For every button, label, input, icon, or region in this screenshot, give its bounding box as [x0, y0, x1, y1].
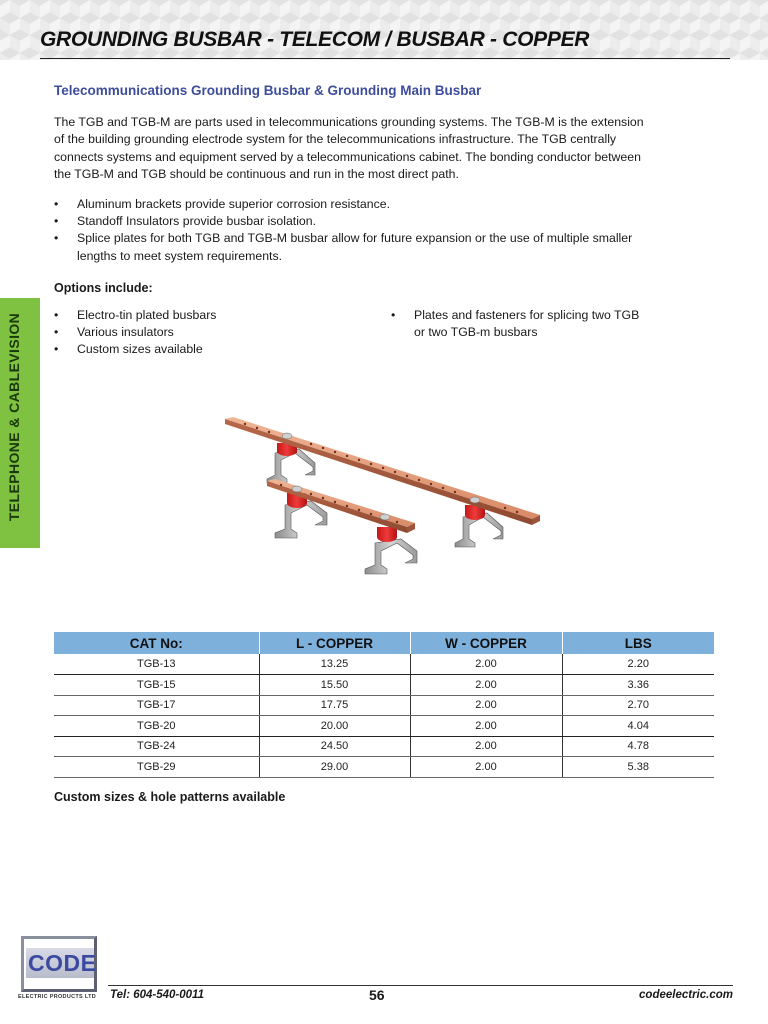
table-row — [54, 675, 714, 696]
feature-item — [54, 196, 722, 213]
bullet-icon: • — [54, 342, 59, 357]
bracket-icon — [365, 527, 417, 574]
bullet-icon: • — [54, 325, 59, 340]
option-item — [54, 324, 374, 341]
option-text: Various insulators — [77, 325, 174, 340]
feature-item — [54, 213, 722, 230]
feature-item — [54, 230, 722, 264]
feature-text: Aluminum brackets provide superior corrosion resistance. — [77, 197, 391, 211]
cat-no-cell: TGB-24 — [54, 736, 259, 757]
page-title: GROUNDING BUSBAR - TELECOM / BUSBAR - COPPER — [40, 28, 590, 51]
width-cell: 2.00 — [410, 736, 562, 757]
busbar-spec-table — [54, 632, 714, 778]
feature-text: Splice plates for both TGB and TGB-M busbar allow for future expansion or the use of multiple smaller — [77, 231, 633, 246]
table-row — [54, 757, 714, 778]
section-subtitle: Telecommunications Grounding Busbar & Grounding Main Busbar — [54, 83, 482, 98]
bullet-icon: • — [391, 308, 396, 322]
option-text: or two TGB-m busbars — [414, 325, 538, 340]
bullet-icon: • — [54, 231, 59, 246]
feature-list — [54, 196, 722, 265]
table-header-row — [54, 632, 714, 654]
cat-no-cell: TGB-17 — [54, 695, 259, 716]
busbar-product-image — [215, 405, 550, 580]
custom-sizes-note: Custom sizes & hole patterns available — [54, 790, 286, 804]
width-cell: 2.00 — [410, 757, 562, 778]
width-cell: 2.00 — [410, 716, 562, 737]
long-busbar — [225, 417, 540, 525]
length-cell: 15.50 — [259, 675, 410, 696]
intro-paragraph — [54, 114, 722, 183]
width-cell: 2.00 — [410, 695, 562, 716]
length-cell: 29.00 — [259, 757, 410, 778]
option-item — [54, 341, 374, 358]
option-text: Custom sizes available — [77, 342, 203, 357]
table-row — [54, 654, 714, 675]
bullet-icon: • — [54, 197, 59, 211]
weight-cell: 4.78 — [562, 736, 714, 757]
column-header: LBS — [562, 632, 714, 654]
table-row — [54, 716, 714, 737]
weight-cell: 4.04 — [562, 716, 714, 737]
intro-line: the TGB-M and TGB should be continuous and run in the most direct path. — [54, 166, 459, 181]
side-tab-label: TELEPHONE & CABLEVISION — [6, 312, 22, 522]
title-divider — [40, 58, 730, 59]
logo-tagline: ELECTRIC PRODUCTS LTD — [18, 994, 97, 1000]
option-text: Plates and fasteners for splicing two TGB — [414, 308, 640, 322]
footer-phone[interactable]: Tel: 604-540-0011 — [110, 989, 204, 1001]
feature-text: lengths to meet system requirements. — [77, 248, 283, 263]
options-heading: Options include: — [54, 281, 153, 295]
options-list-left — [54, 307, 374, 359]
bullet-icon: • — [54, 214, 59, 229]
weight-cell: 2.70 — [562, 695, 714, 716]
length-cell: 17.75 — [259, 695, 410, 716]
length-cell: 20.00 — [259, 716, 410, 737]
option-text: Electro-tin plated busbars — [77, 308, 217, 322]
cat-no-cell: TGB-13 — [54, 654, 259, 675]
footer-website-link[interactable]: codeelectric.com — [639, 989, 733, 1001]
table-row — [54, 695, 714, 716]
width-cell: 2.00 — [410, 654, 562, 675]
page-number: 56 — [369, 987, 385, 1003]
column-header: L - COPPER — [259, 632, 410, 654]
length-cell: 24.50 — [259, 736, 410, 757]
intro-line: of the building grounding electrode system for the telecommunications infrastructure. The TGB centrally — [54, 132, 617, 147]
weight-cell: 2.20 — [562, 654, 714, 675]
column-header: CAT No: — [54, 632, 259, 654]
feature-text: Standoff Insulators provide busbar isolation. — [77, 214, 317, 229]
option-item — [391, 307, 691, 341]
table-row — [54, 736, 714, 757]
option-item — [54, 307, 374, 324]
weight-cell: 3.36 — [562, 675, 714, 696]
length-cell: 13.25 — [259, 654, 410, 675]
weight-cell: 5.38 — [562, 757, 714, 778]
column-header: W - COPPER — [410, 632, 562, 654]
intro-line: connects systems and equipment served by a telecommunications cabinet. The bonding conductor between — [54, 149, 641, 164]
options-list-right — [391, 307, 691, 341]
intro-line: The TGB and TGB-M are parts used in telecommunications grounding systems. The TGB-M is the extension — [54, 115, 644, 129]
company-logo[interactable] — [18, 936, 102, 1002]
bullet-icon: • — [54, 308, 59, 322]
width-cell: 2.00 — [410, 675, 562, 696]
cat-no-cell: TGB-15 — [54, 675, 259, 696]
footer-divider — [108, 985, 733, 986]
cat-no-cell: TGB-20 — [54, 716, 259, 737]
cat-no-cell: TGB-29 — [54, 757, 259, 778]
logo-wordmark: CODE — [28, 950, 97, 976]
